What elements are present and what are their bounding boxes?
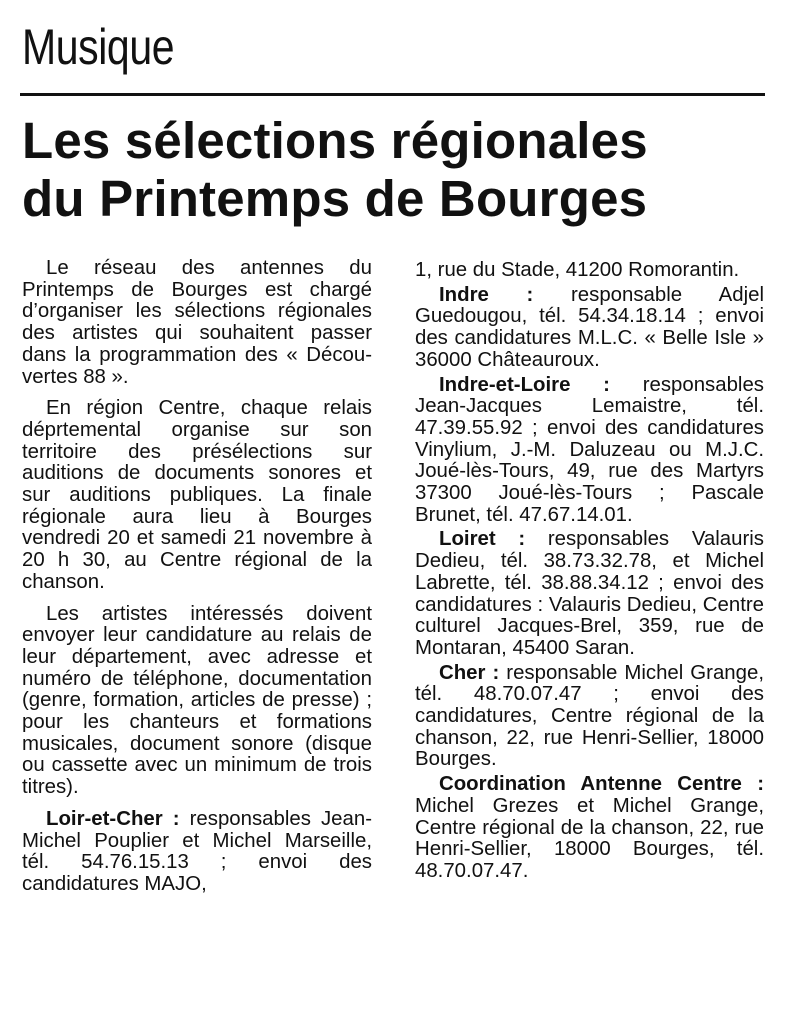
dept-name-loir-et-cher: Loir-et-Cher : (46, 807, 180, 830)
dept-text-indre-et-loire: responsables Jean-Jacques Lemaistre, tél. 47.39.55.92 ; envoi des candidatures Vinylium, J.-M. Daluzeau ou M.J.C. Joué-lès-Tours, 49, rue des Martyrs 37300 Joué-lès-Tours ; Pascale Brunet, tél. 47.67.14.01. (415, 373, 764, 526)
dept-text-loiret: responsables Valauris Dedieu, tél. 38.73.32.78, et Michel Labrette, tél. 38.88.34.12 ; envoi des candidatures : Valauris Dedieu, Centre culturel Jacques-Brel, 359, rue de Montaran, 45400 Saran. (415, 528, 764, 659)
dept-text-cher: responsable Michel Grange, tél. 48.70.07.47 ; envoi des candidatures, Centre régional de la chanson, 22, rue Henri-Sellier, 18000 Bourges. (415, 661, 764, 771)
section-divider (20, 93, 765, 96)
dept-text-loir-et-cher: responsables Jean-Michel Pouplier et Michel Marseille, tél. 54.76.15.13 ; envoi des candidatures MAJO, (22, 807, 372, 895)
dept-name-coordination: Coordination Antenne Centre : (439, 773, 764, 796)
dept-name-indre-et-loire: Indre-et-Loire : (439, 373, 610, 396)
article-paragraph-region: En région Centre, chaque relais déprtemental organise sur son territoire des présélections sur auditions de documents sonores et sur auditions publiques. La finale régionale aura lieu à Bourges vendredi 20 et samedi 21 novembre à 20 h 30, au Centre régional de la chanson. (22, 397, 372, 593)
listing-cher (415, 663, 764, 772)
article-column-left (22, 258, 372, 896)
article-paragraph-intro: Le réseau des antennes du Printemps de Bourges est chargé d’organiser les sélections régionales des artistes qui souhaitent passer dans la programmation des « Découvertes 88 ». (22, 257, 372, 388)
article-paragraph-instructions: Les artistes intéressés doivent envoyer leur candidature au relais de leur département, avec adresse et numéro de téléphone, documentation (genre, formation, articles de presse) ; pour les chanteurs et formations musicales, document sonore (disque ou cassette avec un minimum de trois titres). (22, 602, 372, 799)
headline-line-1: Les sélections régionales (22, 112, 648, 169)
headline-line-2: du Printemps de Bourges (22, 170, 648, 227)
headline (22, 112, 648, 228)
dept-name-loiret: Loiret : (439, 528, 526, 551)
listing-indre (415, 285, 764, 372)
section-label: Musique (22, 19, 175, 75)
listing-loir-et-cher-continued: 1, rue du Stade, 41200 Romorantin. (415, 259, 740, 281)
dept-name-indre: Indre : (439, 283, 534, 306)
listing-coordination (415, 774, 764, 883)
dept-text-coordination: Michel Grezes et Michel Grange, Centre régional de la chanson, 22, rue Henri-Sellier, 18000 Bourges, tél. 48.70.07.47. (415, 794, 764, 882)
listing-loir-et-cher (22, 809, 372, 896)
listing-loiret (415, 529, 764, 659)
dept-text-indre: responsable Adjel Guedougou, tél. 54.34.18.14 ; envoi des candidatures M.L.C. « Belle Isle » 36000 Châteauroux. (415, 283, 764, 371)
dept-name-cher: Cher : (439, 661, 500, 684)
listing-indre-et-loire (415, 375, 764, 527)
article-column-right (415, 260, 764, 883)
